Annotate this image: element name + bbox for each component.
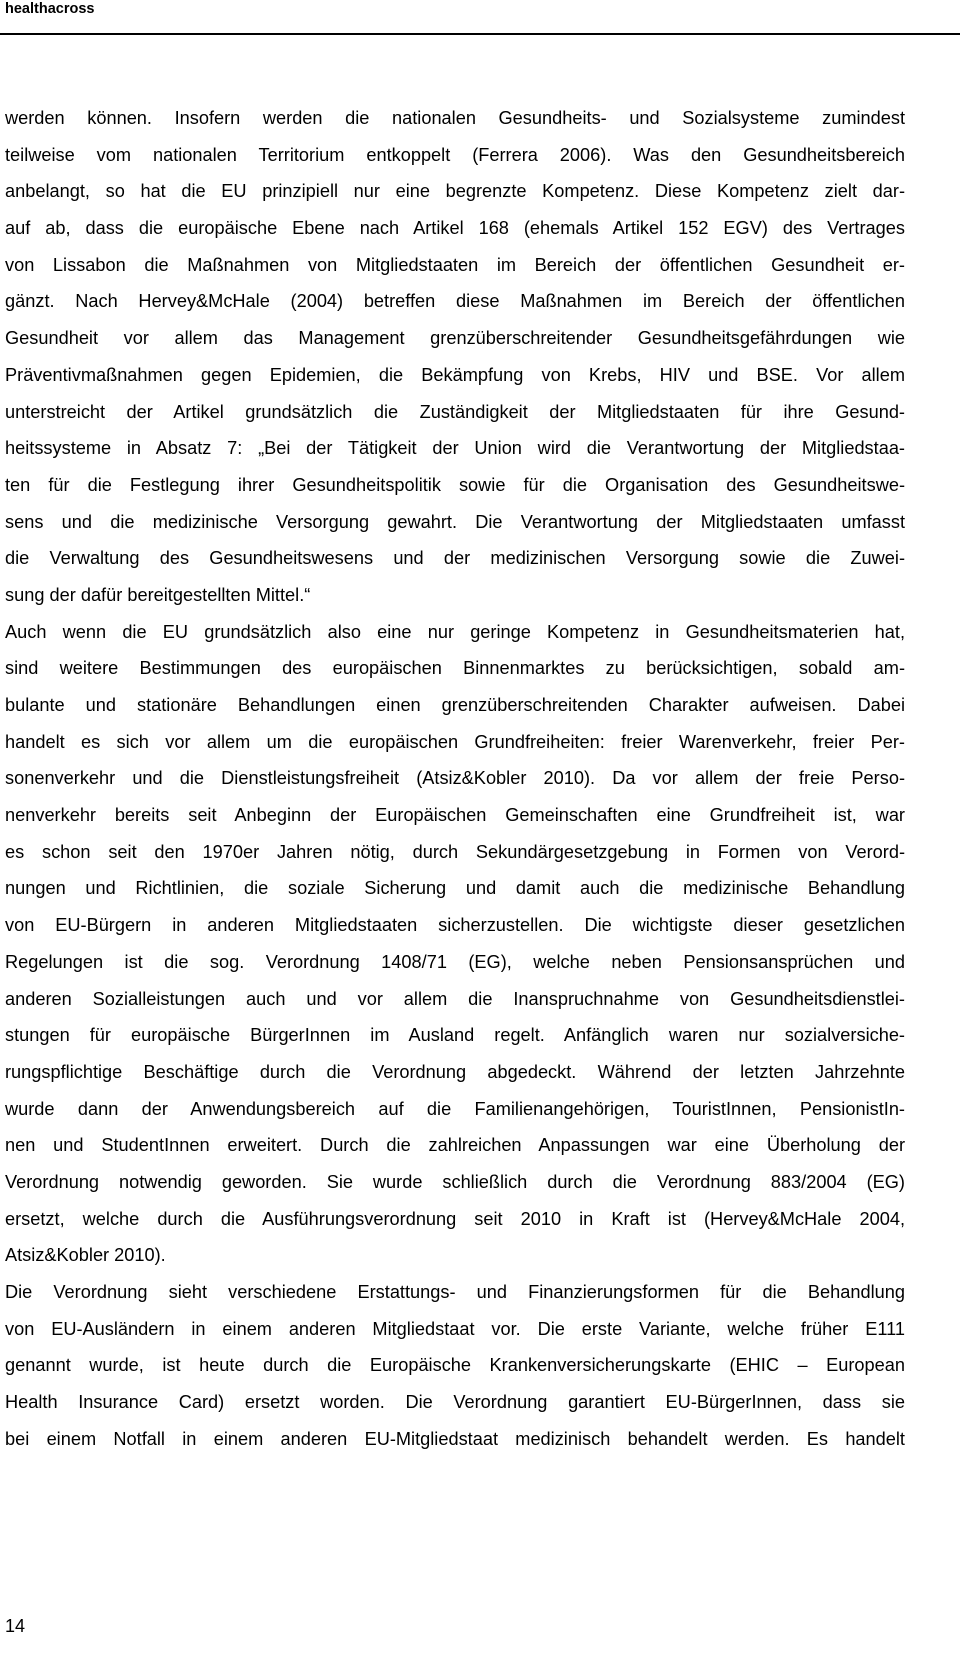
text-line: sens und die medizinische Versorgung gewahrt. Die Verantwortung der Mitgliedstaaten umfasst: [5, 511, 905, 532]
text-line: nungen und Richtlinien, die soziale Sicherung und damit auch die medizinische Behandlung: [5, 878, 905, 899]
header-divider: [0, 33, 960, 35]
text-line: bei einem Notfall in einem anderen EU-Mitgliedstaat medizinisch behandelt werden. Es handelt: [5, 1428, 905, 1449]
text-line: Atsiz&Kobler 2010).: [5, 1245, 166, 1266]
text-line: ten für die Festlegung ihrer Gesundheitspolitik sowie für die Organisation des Gesundheitswe-: [5, 474, 905, 495]
text-line: nen und StudentInnen erweitert. Durch die zahlreichen Anpassungen war eine Überholung der: [5, 1135, 905, 1156]
text-line: sonenverkehr und die Dienstleistungsfreiheit (Atsiz&Kobler 2010). Da vor allem der freie Perso-: [5, 768, 905, 789]
text-line: nenverkehr bereits seit Anbeginn der Europäischen Gemeinschaften eine Grundfreiheit ist, war: [5, 805, 905, 826]
text-line: gänzt. Nach Hervey&McHale (2004) betreffen diese Maßnahmen im Bereich der öffentlichen: [5, 291, 905, 312]
page-header: [0, 0, 960, 34]
text-line: rungspflichtige Beschäftige durch die Verordnung abgedeckt. Während der letzten Jahrzehnte: [5, 1061, 905, 1082]
header-title: healthacross: [5, 1, 95, 17]
text-line: teilweise vom nationalen Territorium entkoppelt (Ferrera 2006). Was den Gesundheitsbereich: [5, 144, 905, 165]
text-line: Gesundheit vor allem das Management grenzüberschreitender Gesundheitsgefährdungen wie: [5, 328, 905, 349]
text-line: von EU-Ausländern in einem anderen Mitgliedstaat vor. Die erste Variante, welche früher E111: [5, 1318, 905, 1339]
page-number: 14: [5, 1616, 26, 1636]
text-line: die Verwaltung des Gesundheitswesens und der medizinischen Versorgung sowie die Zuwei-: [5, 548, 905, 569]
text-line: heitssysteme in Absatz 7: „Bei der Tätigkeit der Union wird die Verantwortung der Mitgliedstaa-: [5, 438, 905, 459]
text-line: sind weitere Bestimmungen des europäischen Binnenmarktes zu berücksichtigen, sobald am-: [5, 658, 905, 679]
text-line: bulante und stationäre Behandlungen einen grenzüberschreitenden Charakter aufweisen. Dabei: [5, 695, 905, 715]
text-line: von Lissabon die Maßnahmen von Mitgliedstaaten im Bereich der öffentlichen Gesundheit er-: [5, 254, 905, 275]
text-line: unterstreicht der Artikel grundsätzlich die Zuständigkeit der Mitgliedstaaten für ihre Gesund-: [5, 401, 905, 422]
text-line: wurde dann der Anwendungsbereich auf die Familienangehörigen, TouristInnen, PensionistIn-: [5, 1098, 905, 1119]
text-line: Verordnung notwendig geworden. Sie wurde schließlich durch die Verordnung 883/2004 (EG): [5, 1171, 905, 1192]
text-line: auf ab, dass die europäische Ebene nach Artikel 168 (ehemals Artikel 152 EGV) des Vertrages: [5, 218, 905, 239]
text-line: Health Insurance Card) ersetzt worden. Die Verordnung garantiert EU-BürgerInnen, dass sie: [5, 1392, 905, 1413]
text-line: stungen für europäische BürgerInnen im Ausland regelt. Anfänglich waren nur sozialversiche-: [5, 1025, 905, 1046]
body-text: [5, 100, 905, 1457]
text-line: sung der dafür bereitgestellten Mittel.“: [5, 584, 311, 605]
text-line: Präventivmaßnahmen gegen Epidemien, die Bekämpfung von Krebs, HIV und BSE. Vor allem: [5, 364, 905, 385]
text-line: Regelungen ist die sog. Verordnung 1408/71 (EG), welche neben Pensionsansprüchen und: [5, 951, 905, 972]
text-line: werden können. Insofern werden die nationalen Gesundheits- und Sozialsysteme zumindest: [5, 108, 905, 128]
text-line: von EU-Bürgern in anderen Mitgliedstaaten sicherzustellen. Die wichtigste dieser gesetzlichen: [5, 915, 905, 936]
text-line: ersetzt, welche durch die Ausführungsverordnung seit 2010 in Kraft ist (Hervey&McHale 2004,: [5, 1208, 905, 1229]
text-line: handelt es sich vor allem um die europäischen Grundfreiheiten: freier Warenverkehr, freier Per-: [5, 731, 905, 752]
text-line: anderen Sozialleistungen auch und vor allem die Inanspruchnahme von Gesundheitsdienstlei-: [5, 988, 905, 1009]
text-line: Die Verordnung sieht verschiedene Erstattungs- und Finanzierungsformen für die Behandlung: [5, 1282, 905, 1302]
text-line: genannt wurde, ist heute durch die Europäische Krankenversicherungskarte (EHIC – European: [5, 1355, 905, 1376]
text-line: Auch wenn die EU grundsätzlich also eine nur geringe Kompetenz in Gesundheitsmaterien hat,: [5, 621, 905, 642]
text-line: anbelangt, so hat die EU prinzipiell nur eine begrenzte Kompetenz. Diese Kompetenz zielt dar-: [5, 181, 905, 202]
text-line: es schon seit den 1970er Jahren nötig, durch Sekundärgesetzgebung in Formen von Verord-: [5, 841, 905, 862]
